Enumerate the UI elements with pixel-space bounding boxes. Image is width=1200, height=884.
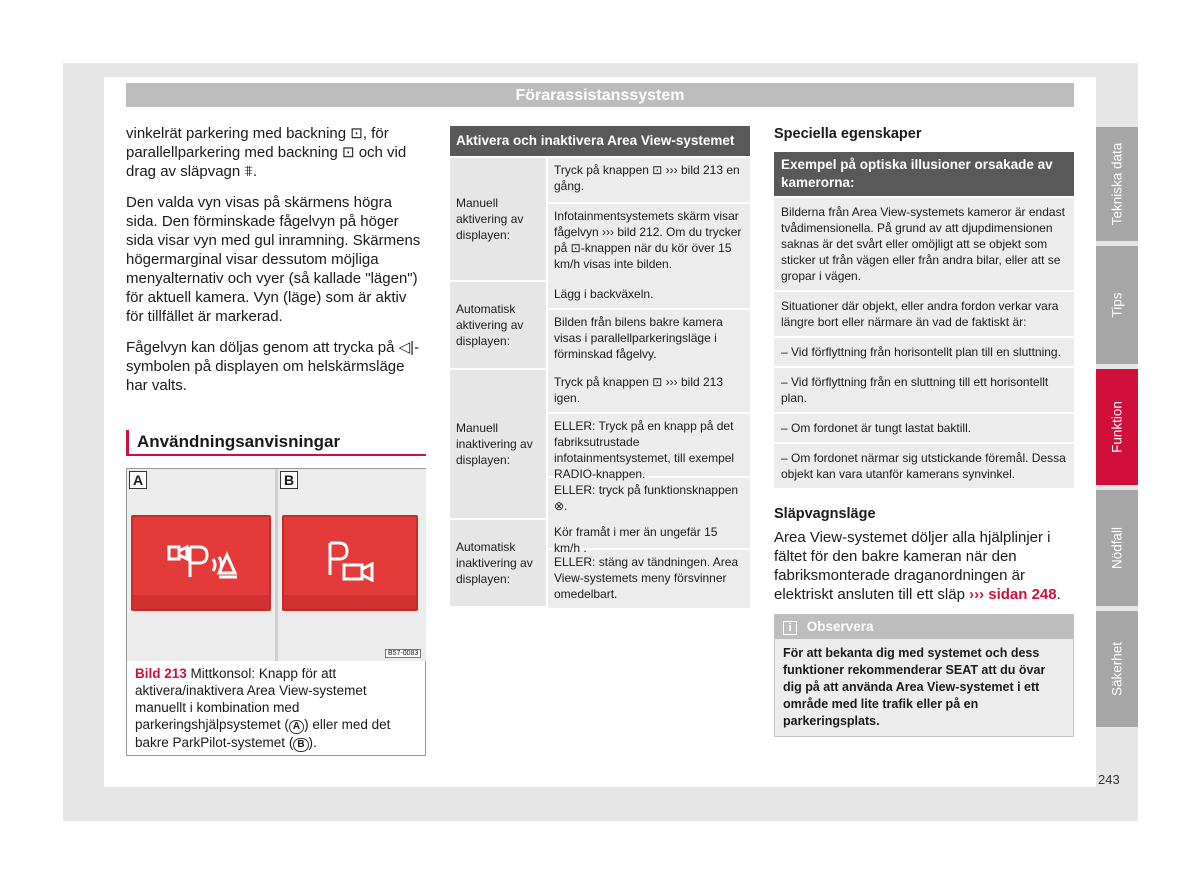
note-text: För att bekanta dig med systemet och dess funktioner rekommenderar SEAT att du övar dig på att använda Area View-systemet i ett område med lite trafik eller på en parkeringsplats.: [775, 639, 1073, 736]
caption-end: .: [313, 735, 317, 750]
tab-label: Funktion: [1109, 401, 1125, 453]
table-cell: Lägg i backväxeln.: [548, 282, 750, 308]
row-label: Automatisk inaktivering av displayen:: [450, 520, 546, 606]
table-cell: Infotainmentsystemets skärm visar fågelvyn ››› bild 212. Om du trycker på ⊡-knappen när du kör över 15 km/h visas inte bilden.: [548, 204, 750, 282]
paragraph: Fågelvyn kan döljas genom att trycka på ◁|-symbolen på displayen om helskärmsläge har valts.: [126, 339, 420, 394]
activation-table: [450, 126, 750, 606]
section-rule: [126, 454, 426, 456]
tab-tips[interactable]: [1096, 246, 1138, 364]
paragraph: vinkelrät parkering med backning ⊡, för parallellparkering med backning ⊡ och vid drag av släpvagn ⩨.: [126, 125, 407, 180]
trailer-text: [774, 528, 1074, 604]
table-cell: Kör framåt i mer än ungefär 15 km/h .: [548, 520, 750, 548]
paragraph: Den valda vyn visas på skärmens högra sida. Den förminskade fågelvyn på höger sida visar vyn med gul inramning. Skärmens högermarginal visar dessutom möjliga menyalternativ och vyer (så kallade "lägen") för aktuell kamera. Vyn (läge) som är aktiv för tillfället är markerad.: [126, 194, 421, 325]
example-cell: Situationer där objekt, eller andra fordon verkar vara längre bort eller närmare än vad de faktiskt är:: [774, 292, 1074, 336]
trailer-heading: Släpvagnsläge: [774, 506, 876, 522]
note-box: [774, 614, 1074, 737]
table-row: [450, 280, 750, 368]
row-label: Manuell inaktivering av displayen:: [450, 370, 546, 518]
note-header: [775, 615, 1073, 639]
table-title: Aktivera och inaktivera Area View-systemet: [450, 126, 750, 156]
figure-panel-a: [127, 469, 275, 661]
panel-label-a: A: [129, 471, 147, 489]
page-number: 243: [1098, 772, 1120, 787]
tab-label: Säkerhet: [1109, 641, 1125, 697]
key-b-badge: B: [293, 738, 308, 752]
parkpilot-button: [282, 515, 418, 611]
intro-text: [126, 124, 426, 407]
caption-ref: Bild 213: [135, 666, 187, 681]
table-row: [450, 368, 750, 518]
table-cell: ELLER: Tryck på en knapp på det fabriksutrustade infotainmentsystemet, till exempel RADIO-knappen.: [548, 414, 750, 476]
figure-213: [126, 468, 426, 756]
row-label: Manuell aktivering av displayen:: [450, 158, 546, 280]
section-heading: Användningsanvisningar: [126, 430, 426, 454]
figure-code: B57-0083: [385, 649, 421, 658]
camera-parking-sensor-icon: [133, 517, 273, 613]
figure-caption: Bild 213 Mittkonsol: Knapp för att aktivera/inaktivera Area View-systemet manuellt i kombination med parkeringshjälpsystemet ( A ) eller med det bakre ParkPilot-systemet ( B ).: [135, 666, 391, 750]
example-cell: – Vid förflyttning från en sluttning till ett horisontellt plan.: [774, 368, 1074, 412]
note-title: Observera: [806, 619, 874, 634]
tab-label: Nödfall: [1109, 526, 1125, 570]
example-cell: – Om fordonet är tungt lastat baktill.: [774, 414, 1074, 442]
table-cell: ELLER: tryck på funktionsknappen ⊗.: [548, 478, 750, 520]
caption-text: Mittkonsol: Knapp för att aktivera/inaktivera Area View-systemet manuellt i kombination med parkeringshjälpsystemet: [135, 666, 367, 732]
example-cell: Bilderna från Area View-systemets kameror är endast tvådimensionella. På grund av att djupdimensionen saknas är det svårt eller omöjligt att se objekt som sticker ut från vägen eller från andra bilar, eller att se gropar i vägen.: [774, 198, 1074, 290]
example-title: Exempel på optiska illusioner orsakade av kamerorna:: [774, 152, 1074, 196]
tab-sakerhet[interactable]: [1096, 611, 1138, 727]
trailer-body: Area View-systemet döljer alla hjälplinjer i fältet för den bakre kameran när den fabriksmonterade draganordningen är elektriskt ansluten till ett släp: [774, 529, 1051, 603]
table-cell: Tryck på knappen ⊡ ››› bild 213 en gång.: [548, 158, 750, 202]
tab-label: Tips: [1109, 292, 1125, 318]
page-header: Förarassistanssystem: [126, 83, 1074, 107]
row-label: Automatisk aktivering av displayen:: [450, 282, 546, 368]
example-cell: – Om fordonet närmar sig utstickande föremål. Dessa objekt kan vara utanför kamerans synvinkel.: [774, 444, 1074, 488]
table-row: [450, 156, 750, 280]
panel-label-b: B: [280, 471, 298, 489]
area-view-button: [131, 515, 271, 611]
tab-funktion[interactable]: [1096, 369, 1138, 485]
table-row: [450, 518, 750, 606]
table-cell: Tryck på knappen ⊡ ››› bild 213 igen.: [548, 370, 750, 412]
parking-camera-icon: [284, 517, 420, 613]
tab-label: Tekniska data: [1109, 142, 1125, 226]
tab-tekniska-data[interactable]: [1096, 127, 1138, 241]
figure-panel-b: [278, 469, 426, 661]
tab-nodfall[interactable]: [1096, 490, 1138, 606]
caption-mid: eller med det bakre ParkPilot-systemet: [135, 717, 391, 750]
table-cell: Bilden från bilens bakre kamera visas i parallellparkeringsläge i förminskad fågelvy.: [548, 310, 750, 370]
trailer-end: .: [1056, 586, 1061, 603]
table-cell: ELLER: stäng av tändningen. Area View-systemets meny försvinner omedelbart.: [548, 550, 750, 608]
special-heading: Speciella egenskaper: [774, 126, 922, 142]
key-a-badge: A: [289, 720, 304, 734]
right-column: [774, 124, 1074, 737]
info-icon: i: [783, 621, 797, 635]
example-cell: – Vid förflyttning från horisontellt plan till en sluttning.: [774, 338, 1074, 366]
page-link[interactable]: ››› sidan 248: [969, 586, 1057, 603]
